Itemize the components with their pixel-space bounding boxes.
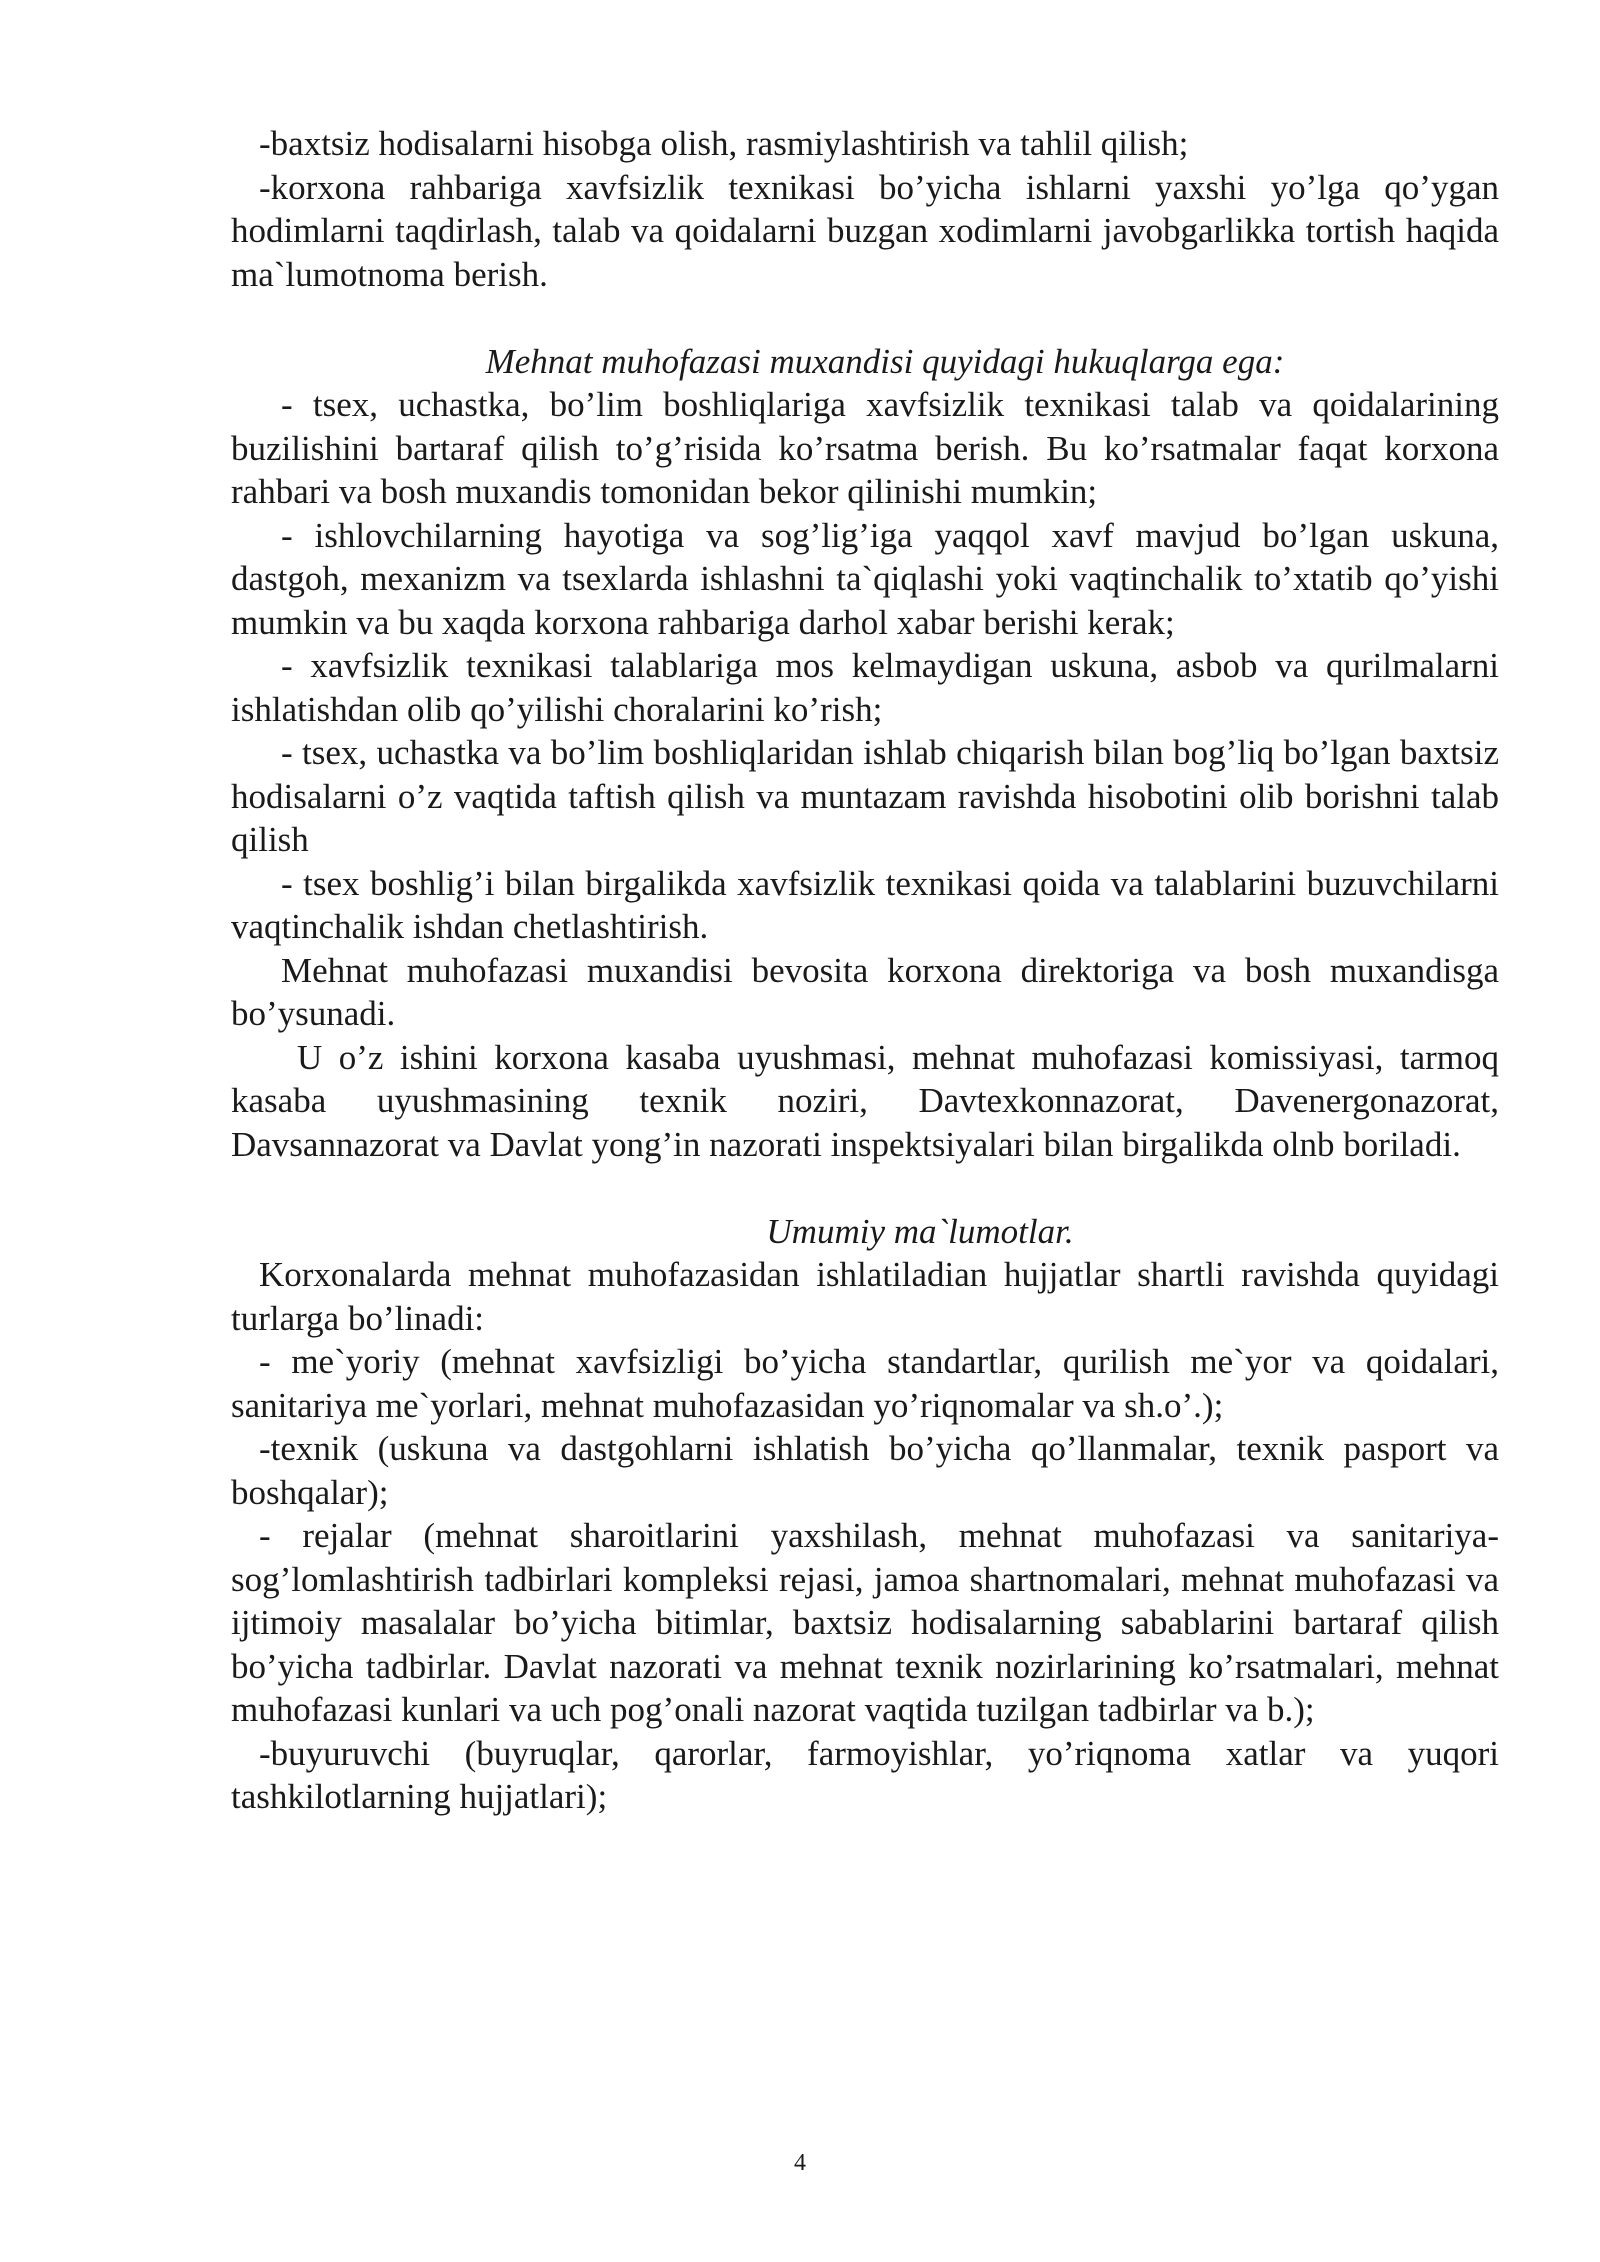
list-item: - tsex, uchastka, bo’lim boshliqlariga xavfsizlik texnikasi talab va qoidalarining buzilishini bartaraf qilish to’g’risida ko’rsatma berish. Bu ko’rsatmalar faqat korxona rahbari va bosh muxandis tomonidan bekor qilinishi mumkin; — [231, 385, 1499, 511]
list-item: - tsex, uchastka va bo’lim boshliqlaridan ishlab chiqarish bilan bog’liq bo’lgan baxtsiz hodisalarni o’z vaqtida taftish qilish va muntazam ravishda hisobotini olib borishni talab qilish — [231, 733, 1499, 859]
list-item: - me`yoriy (mehnat xavfsizligi bo’yicha standartlar, qurilish me`yor va qoidalari, sanitariya me`yorlari, mehnat muhofazasidan yo’riqnomalar va sh.o’.); — [231, 1342, 1499, 1425]
list-item: - tsex boshlig’i bilan birgalikda xavfsizlik texnikasi qoida va talablarini buzuvchilarni vaqtinchalik ishdan chetlashtirish. — [231, 863, 1499, 946]
paragraph-accident-records: -baxtsiz hodisalarni hisobga olish, rasmiylashtirish va tahlil qilish; — [259, 124, 1189, 163]
section-heading-general-info: Umumiy ma`lumotlar. — [766, 1211, 1074, 1251]
paragraph-reward-and-liability: -korxona rahbariga xavfsizlik texnikasi bo’yicha ishlarni yaxshi yo’lga qo’ygan hodimlarni taqdirlash, talab va qoidalarni buzgan xodimlarni javobgarlikka tortish haqida ma`lumotnoma berish. — [231, 167, 1499, 294]
list-item: - xavfsizlik texnikasi talablariga mos kelmaydigan uskuna, asbob va qurilmalarni ishlatishdan olib qo’yilishi choralarini ko’rish; — [231, 646, 1499, 729]
section-heading-rights: Mehnat muhofazasi muxandisi quyidagi hukuqlarga ega: — [485, 341, 1285, 381]
list-item: -texnik (uskuna va dastgohlarni ishlatish bo’yicha qo’llanmalar, texnik pasport va boshqalar); — [231, 1429, 1499, 1512]
list-item: - ishlovchilarning hayotiga va sog’lig’iga yaqqol xavf mavjud bo’lgan uskuna, dastgoh, mexanizm va tsexlarda ishlashni ta`qiqlashi yoki vaqtinchalik to’xtatib qo’yishi mumkin va bu xaqda korxona rahbariga darhol xabar berishi kerak; — [231, 515, 1499, 642]
page-number: 4 — [794, 2150, 806, 2176]
paragraph-subordination: Mehnat muhofazasi muxandisi bevosita korxona direktoriga va bosh muxandisga bo’ysunadi. — [231, 950, 1499, 1033]
list-item: - rejalar (mehnat sharoitlarini yaxshilash, mehnat muhofazasi va sanitariya-sog’lomlashtirish tadbirlari kompleksi rejasi, jamoa shartnomalari, mehnat muhofazasi va ijtimoiy masalalar bo’yicha bitimlar, baxtsiz hodisalarning sabablarini bartaraf qilish bo’yicha tadbirlar. Davlat nazorati va mehnat texnik nozirlarining ko’rsatmalari, mehnat muhofazasi kunlari va uch pog’onali nazorat vaqtida tuzilgan tadbirlar va b.); — [231, 1516, 1499, 1729]
spacer — [231, 1166, 1499, 1210]
paragraph-document-types-intro: Korxonalarda mehnat muhofazasidan ishlatiladian hujjatlar shartli ravishda quyidagi turlarga bo’linadi: — [231, 1255, 1499, 1338]
list-item: -buyuruvchi (buyruqlar, qarorlar, farmoyishlar, yo’riqnoma xatlar va yuqori tashkilotlarning hujjatlari); — [231, 1733, 1499, 1816]
spacer — [231, 296, 1499, 340]
document-page — [231, 122, 1499, 1819]
paragraph-cooperation: U o’z ishini korxona kasaba uyushmasi, mehnat muhofazasi komissiyasi, tarmoq kasaba uyushmasining texnik noziri, Davtexkonnazorat, Davenergonazorat, Davsannazorat va Davlat yong’in nazorati inspektsiyalari bilan birgalikda olnb boriladi. — [231, 1037, 1499, 1164]
